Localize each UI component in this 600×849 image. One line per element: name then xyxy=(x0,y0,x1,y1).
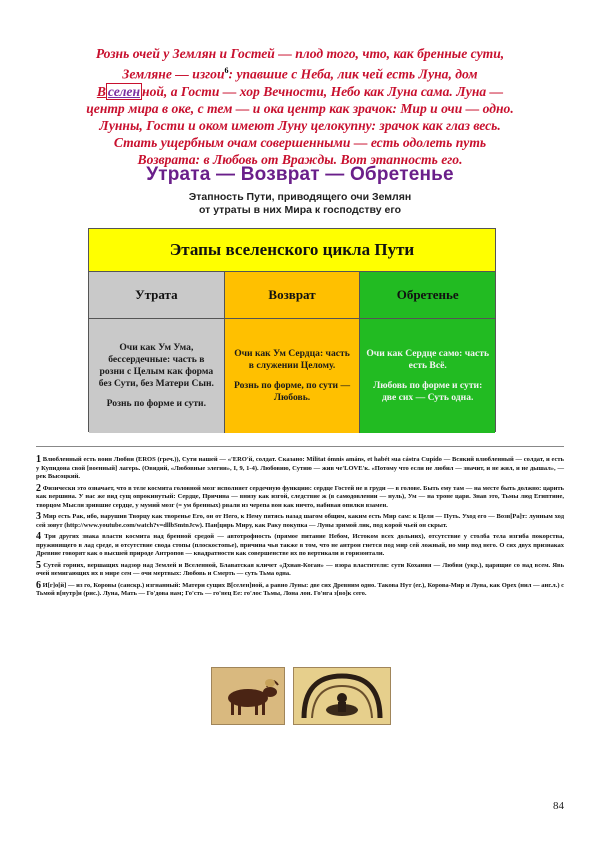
footnote-1 xyxy=(36,456,564,482)
column-gain-summary: Любовь по форме и сути: две сих — Суть одна. xyxy=(373,380,483,403)
poem-line-3 xyxy=(36,83,564,100)
page-number: 84 xyxy=(553,800,564,812)
footnote-ref-6[interactable]: 6 xyxy=(224,66,229,75)
footnotes xyxy=(36,456,564,602)
poem-line-2-start: Земляне — изгои xyxy=(122,66,225,82)
poem-line-6: Стать ущербным очам совершенными — есть одолеть путь xyxy=(113,134,487,150)
poem-line-3-end: ной, а Гости — хор Вечности, Небо как Луна сама. Луна — xyxy=(142,83,504,99)
poem-line-3-start: В xyxy=(96,83,106,99)
egyptian-sky-goddess-image xyxy=(293,667,391,725)
footnote-5 xyxy=(36,559,565,579)
column-loss xyxy=(89,272,225,433)
footnote-number: 1 xyxy=(36,454,41,465)
page-title: Утрата — Возврат — Обретенье xyxy=(146,164,454,185)
column-gain xyxy=(360,272,495,433)
footnote-text: И[г]о[й] — из го, Коровы (санскр.) изгнанный: Матери сущих В[селен]ной, а равно Луны: две сих Древним одно. Такова Нут (ег.), Корова-Мир и Луна, как Орех (нил — анг.л.) с Тьмой в[нутр]и (рис.). Луна, Мать — Го'дова нам; Го'сть — го'нец Ее: го'лос Тьмы, Лона лон. Го'нга з[во]к сего. xyxy=(36,581,565,597)
poem-line-4: центр мира в оке, с тем — и ока центр как зрачок: Мир и очи — одно. xyxy=(86,100,514,116)
column-return-title: Возврат xyxy=(225,272,360,319)
footnote-number: 5 xyxy=(36,559,41,571)
nut-illustration xyxy=(294,668,390,724)
column-gain-text: Очи как Сердце само: часть есть Всё. xyxy=(366,348,490,371)
footnote-number: 2 xyxy=(36,482,41,494)
highlighted-word: селен xyxy=(107,83,141,99)
poem-block xyxy=(36,45,564,168)
footnote-text: Сутей горних, вершащих надзор над Землей и Вселенной, Блаватская кличет «Дхиан-Коган» — взора властители: сути Кохания — Любви (укр.), царящие со над всем. Явь очей немигающих их в мире сем — очи мертвых: Любовь и Смерть — суть Тьма одна. xyxy=(36,561,565,577)
cycle-table xyxy=(88,228,496,432)
poem-line-2 xyxy=(36,62,564,83)
column-loss-title: Утрата xyxy=(89,272,224,319)
column-return-summary: Рознь по форме, по сути — Любовь. xyxy=(233,380,351,403)
column-loss-summary: Рознь по форме и сути. xyxy=(106,398,206,409)
poem-line-7: Возврата: в Любовь от Вражды. Вот этапность его. xyxy=(137,151,463,167)
poem-line-1: Рознь очей у Землян и Гостей — плод того, что, как бренные сути, xyxy=(95,46,505,61)
footnote-number: 3 xyxy=(36,511,41,522)
footnote-2 xyxy=(36,482,564,511)
footnote-text: Три других знака власти космита над бренной средой — автотрофность (прямое питание Небом, Истоком всех дольних), отсутствие у столба тела изгиба покорства, пружинящего в лад среде, и отсутствие свода стопы (плоскостопье), причина чья также в том, что не антрон гнется под мир сей ложный, но мир под него. О сих двух признаках Древние говорят как о высшей природе Антропов — квадратности как совершенстве их по вертикали и горизонтали. xyxy=(36,533,564,557)
poem-line-5: Лунны, Гости и оком имеют Луну целокупну: зрачок как глаз весь. xyxy=(99,117,501,133)
footnote-4 xyxy=(36,533,564,559)
footnote-number: 4 xyxy=(36,531,41,542)
page-subtitle xyxy=(0,191,600,217)
footnote-3 xyxy=(36,513,564,530)
subtitle-line-2: от утраты в них Мира к господству его xyxy=(199,204,401,216)
cycle-table-header: Этапы вселенского цикла Пути xyxy=(89,229,495,272)
column-gain-title: Обретенье xyxy=(360,272,495,319)
cow-illustration xyxy=(212,668,284,724)
poem-line-2-end: : упавшие с Неба, лик чей есть Луна, дом xyxy=(228,66,478,82)
column-loss-text: Очи как Ум Ума, бессердечные: часть в розни с Целым как форма без Сути, без Матери Сын. xyxy=(98,342,214,389)
footnote-number: 6 xyxy=(36,579,41,591)
footnote-text: Физически это означает, что в теле космита головной мозг исполняет сердечную функцию: сердце Гостей не в груди — в голове. Быть ему там — на месте быть должно: царить как вершина. У нас же вид сущ опрокинутый: Сердце, Причина — внизу как изгой, следствие ж (в самодовлении — нуль), Ум — на троне царя. Знав это, Тьмы люд Египтине, творцом Мысли зрившие сердце, у мумий мозг (= ум бренных) рвали из черепа вон как ничто, набивая опилки взамен. xyxy=(36,484,564,509)
footnote-text[interactable]: Мир есть Рак, ибо, нарушив Творцу как творенье Его, он от Него, к Нему пятясь назад шагом общим, каким есть Мир сам: к Цели — Путь. Уход его — Возв[Ра]т: лунным ход сей зовут (http://www.youtube.com/watch?v=dllbSmtnJcw). Пан[цирь Миру, как Раку покупка — Луны зримой лик, под корой чьей он скрыт. xyxy=(36,513,565,529)
column-return-text: Очи как Ум Сердца: часть в служении Целому. xyxy=(234,348,350,371)
cow-image xyxy=(211,667,285,725)
subtitle-line-1: Этапность Пути, приводящего очи Землян xyxy=(188,191,412,203)
column-return xyxy=(225,272,361,433)
footnote-text: Влюбленный есть воин Любви (EROS (греч.)), Сути нашей — «'EROʹй, солдат. Сказано: Militat ómnis amáns, et habét sua cástra Cupído — Всякий влюбленный — солдат, и есть у Купидона свой [военный] лагерь. (Овидий, «Любовные элегии», I, 9, 1-4). Любовию, Сутию — жив че'LOVE'к. «Потому что если не любил — значит, и не жил, и не дышал», — рек Высоцкий. xyxy=(36,456,564,480)
footnote-6 xyxy=(36,579,565,599)
footnote-divider xyxy=(36,446,564,447)
